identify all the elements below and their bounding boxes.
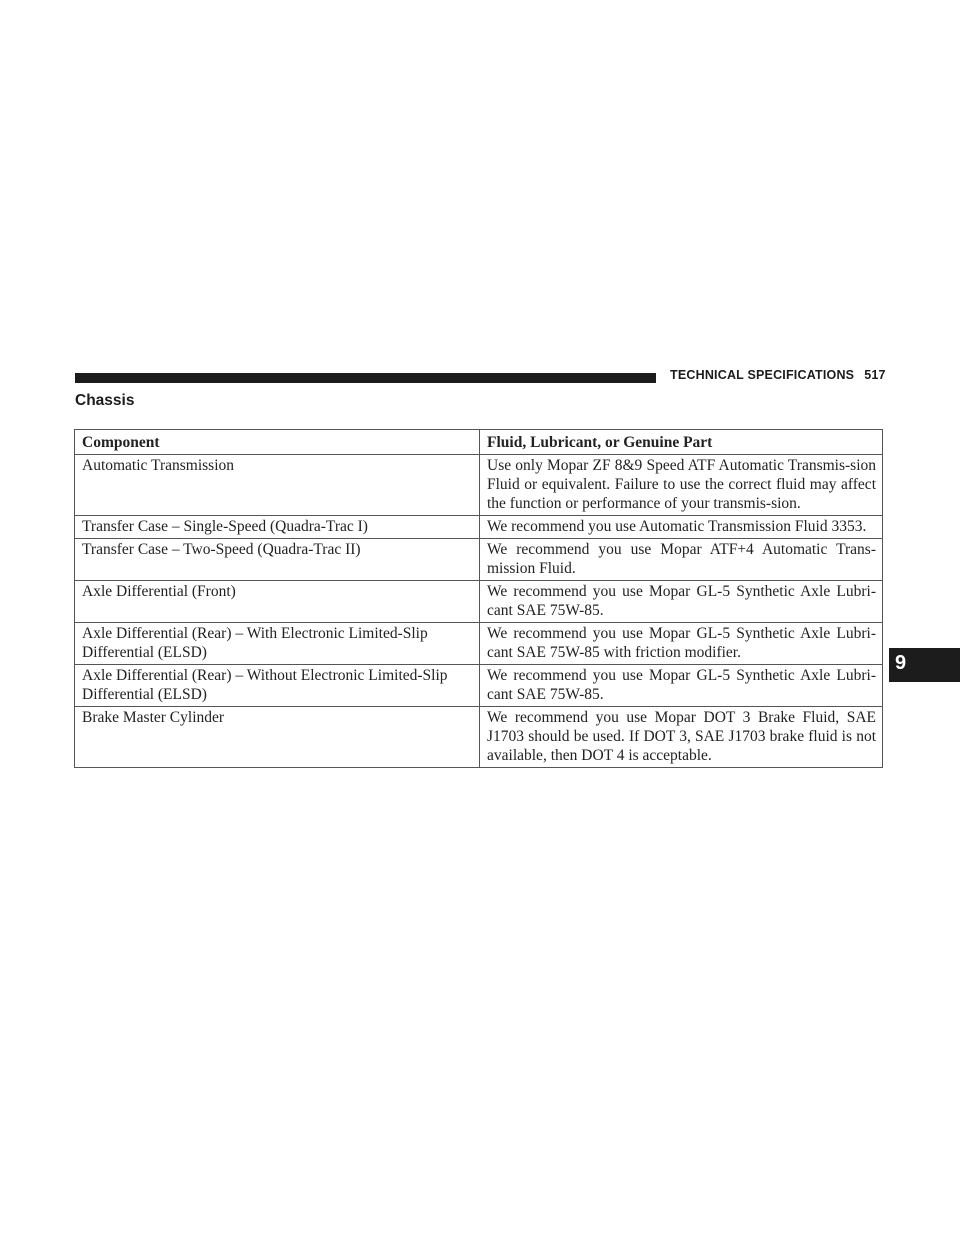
running-header: [670, 368, 886, 382]
column-header-fluid: Fluid, Lubricant, or Genuine Part: [480, 430, 883, 455]
component-cell: Brake Master Cylinder: [75, 707, 480, 768]
fluid-cell: We recommend you use Mopar GL-5 Synthetic Axle Lubri-cant SAE 75W-85.: [480, 581, 883, 623]
table-row: [75, 623, 883, 665]
table-row: [75, 665, 883, 707]
table-row: [75, 516, 883, 539]
fluid-cell: We recommend you use Mopar ATF+4 Automatic Trans-mission Fluid.: [480, 539, 883, 581]
fluids-table: [74, 429, 883, 768]
chapter-number: 9: [895, 652, 907, 674]
fluid-cell: We recommend you use Mopar GL-5 Synthetic Axle Lubri-cant SAE 75W-85 with friction modifier.: [480, 623, 883, 665]
table-row: [75, 707, 883, 768]
page-number: 517: [864, 368, 886, 382]
component-cell: Axle Differential (Rear) – With Electronic Limited-Slip Differential (ELSD): [75, 623, 480, 665]
component-cell: Axle Differential (Rear) – Without Electronic Limited-Slip Differential (ELSD): [75, 665, 480, 707]
table-row: [75, 581, 883, 623]
fluid-cell: We recommend you use Mopar GL-5 Synthetic Axle Lubri-cant SAE 75W-85.: [480, 665, 883, 707]
chapter-tab: [889, 648, 960, 682]
table-header-row: [75, 430, 883, 455]
section-title: Chassis: [75, 392, 135, 409]
component-cell: Transfer Case – Single-Speed (Quadra-Trac I): [75, 516, 480, 539]
fluid-cell: We recommend you use Mopar DOT 3 Brake Fluid, SAE J1703 should be used. If DOT 3, SAE J1703 brake fluid is not available, then DOT 4 is acceptable.: [480, 707, 883, 768]
header-section-title: TECHNICAL SPECIFICATIONS: [670, 368, 855, 382]
component-cell: Transfer Case – Two-Speed (Quadra-Trac II): [75, 539, 480, 581]
table-row: [75, 455, 883, 516]
component-cell: Axle Differential (Front): [75, 581, 480, 623]
column-header-component: Component: [75, 430, 480, 455]
header-rule: [75, 373, 656, 383]
fluid-cell: We recommend you use Automatic Transmission Fluid 3353.: [480, 516, 883, 539]
component-cell: Automatic Transmission: [75, 455, 480, 516]
table-row: [75, 539, 883, 581]
fluid-cell: Use only Mopar ZF 8&9 Speed ATF Automatic Transmis-sion Fluid or equivalent. Failure to use the correct fluid may affect the function or performance of your transmis-sion.: [480, 455, 883, 516]
